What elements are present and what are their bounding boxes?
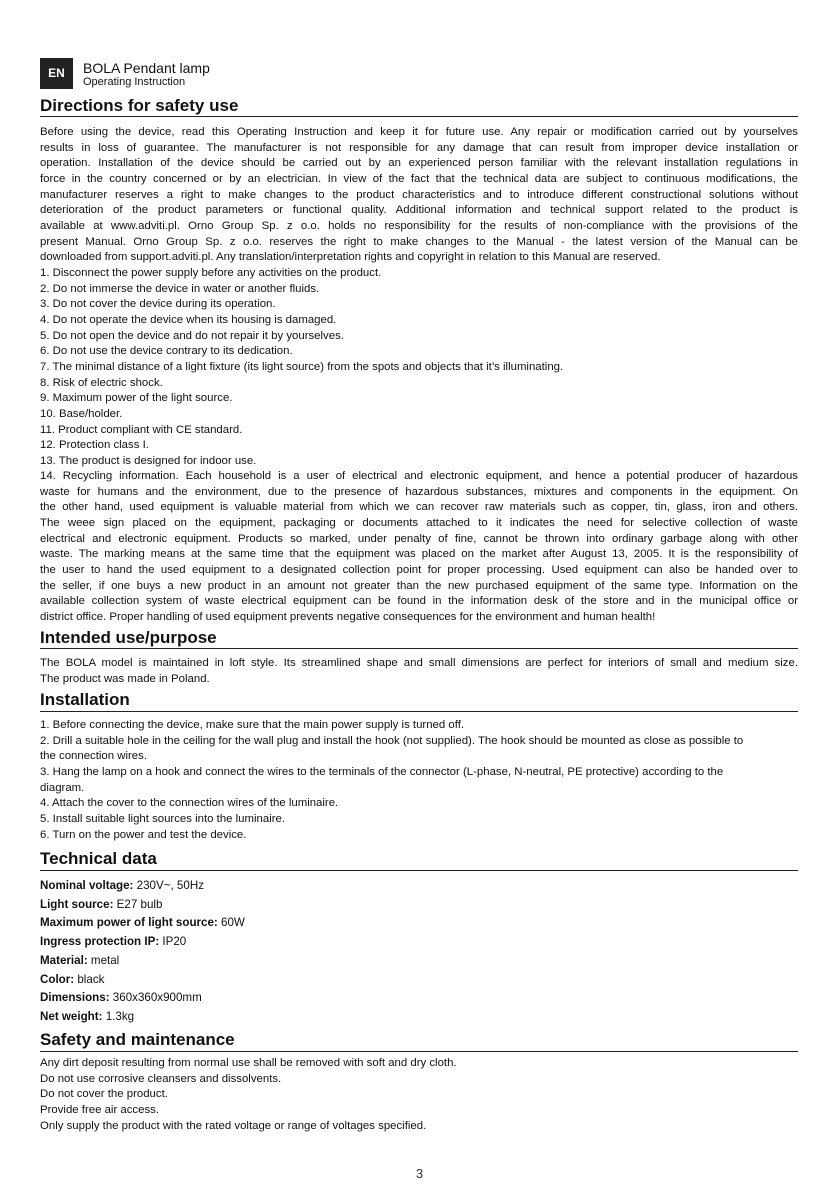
- page-number: 3: [415, 1166, 424, 1181]
- spec-label: Material:: [40, 953, 88, 967]
- spec-row: [40, 972, 104, 987]
- section-rule: [40, 870, 798, 871]
- spec-row: [40, 878, 204, 893]
- list-item: Any dirt deposit resulting from normal use shall be removed with soft and dry cloth.: [40, 1057, 457, 1069]
- list-item: 4. Do not operate the device when its housing is damaged.: [40, 313, 337, 326]
- section-title-safety: Directions for safety use: [40, 96, 239, 115]
- product-name: BOLA Pendant lamp: [83, 60, 210, 76]
- paragraph-line: the other hand, used equipment is valuable material from which we can recover raw materials such as copper, tin, glass, iron and others.: [40, 501, 798, 514]
- spec-value: 230V~, 50Hz: [133, 879, 204, 892]
- paragraph-line: available at www.adviti.pl. Orno Group Sp. z o.o. holds no responsibility for the results of non-compliance with the provisions of the: [40, 219, 798, 232]
- spec-label: Dimensions:: [40, 991, 110, 1005]
- list-item: 3. Do not cover the device during its operation.: [40, 298, 276, 311]
- paragraph-line: the seller, if one buys a new product in an amount not greater than the new purchased equipment of the same type. Information on the: [40, 579, 798, 592]
- section-title-intended-use: Intended use/purpose: [40, 628, 217, 647]
- list-item: Provide free air access.: [40, 1103, 160, 1116]
- paragraph-line: force in the country concerned or by an electrician. In view of the fact that the technical data are subject to continuous modifications, the: [40, 172, 798, 185]
- list-item: Do not cover the product.: [40, 1088, 168, 1101]
- section-rule: [40, 1051, 798, 1052]
- section-rule: [40, 711, 798, 712]
- list-item: 2. Drill a suitable hole in the ceiling for the wall plug and install the hook (not supplied). The hook should be mounted as close as possible to: [40, 734, 744, 747]
- section-rule: [40, 116, 798, 117]
- spec-value: 1.3kg: [102, 1009, 135, 1023]
- paragraph-line: results in loss of guarantee. The manufacturer is not responsible for any damage that can result from improper device installation or: [40, 141, 798, 154]
- list-item: 3. Hang the lamp on a hook and connect the wires to the terminals of the connector (L-phase, N-neutral, PE protective) according to the: [40, 765, 724, 778]
- spec-value: IP20: [159, 935, 187, 949]
- list-item: 1. Before connecting the device, make sure that the main power supply is turned off.: [40, 719, 465, 731]
- list-item: 8. Risk of electric shock.: [40, 376, 163, 389]
- paragraph-line: the user to hand the used equipment to a designated collection point for proper processing. Used equipment can also be handed over to: [40, 563, 798, 576]
- spec-label: Nominal voltage:: [40, 879, 134, 892]
- section-rule: [40, 648, 798, 649]
- list-item: 13. The product is designed for indoor use.: [40, 454, 257, 467]
- list-item: 4. Attach the cover to the connection wires of the luminaire.: [40, 797, 339, 810]
- paragraph-line: The product was made in Poland.: [40, 672, 210, 685]
- list-item: 9. Maximum power of the light source.: [40, 392, 233, 405]
- paragraph-line: Before using the device, read this Operating Instruction and keep it for future use. Any repair or modification carried out by yourselves: [40, 126, 798, 138]
- spec-value: metal: [87, 953, 120, 967]
- spec-row: [40, 915, 245, 930]
- list-item: 11. Product compliant with CE standard.: [40, 423, 243, 436]
- paragraph-line: The BOLA model is maintained in loft style. Its streamlined shape and small dimensions are perfect for interiors of small and medium size.: [40, 657, 798, 669]
- list-item: Do not use corrosive cleansers and dissolvents.: [40, 1072, 282, 1085]
- paragraph-line: manufacturer reserves a right to make changes to the product characteristics and to introduce different constructional solutions without: [40, 188, 798, 201]
- paragraph-line: waste. The marking means at the same time that the equipment was placed on the market after August 13, 2005. It is the responsibility of: [40, 548, 798, 561]
- paragraph-line: present Manual. Orno Group Sp. z o.o. reserves the right to make changes to the Manual - the latest version of the Manual can be: [40, 235, 798, 248]
- document-type: Operating Instruction: [83, 76, 186, 88]
- paragraph-line: operation. Installation of the device should be carried out by an experienced person familiar with the relevant installation regulations in: [40, 157, 798, 170]
- spec-value: 360x360x900mm: [109, 991, 202, 1005]
- spec-row: [40, 934, 186, 949]
- spec-label: Color:: [40, 972, 75, 986]
- paragraph-line: available collection system of waste electrical equipment can be found in the information desk of the store and in the municipal office or: [40, 595, 798, 608]
- spec-row: [40, 897, 162, 912]
- paragraph-line: deterioration of the product parameters or functional quality. Additional information and technical support related to the product is: [40, 204, 798, 217]
- paragraph-line: The weee sign placed on the equipment, packaging or documents attached to it indicates the need for selective collection of waste: [40, 516, 798, 529]
- list-item: 5. Install suitable light sources into the luminaire.: [40, 812, 286, 825]
- spec-label: Net weight:: [40, 1009, 103, 1023]
- spec-value: black: [74, 972, 105, 986]
- spec-row: [40, 990, 202, 1005]
- spec-row: [40, 953, 119, 968]
- list-item: 6. Do not use the device contrary to its dedication.: [40, 345, 293, 358]
- section-title-technical-data: Technical data: [40, 849, 157, 868]
- spec-label: Ingress protection IP:: [40, 935, 160, 949]
- paragraph-line: waste for humans and the environment, due to the presence of hazardous substances, mixtures and components in the equipment. On: [40, 485, 798, 498]
- section-title-maintenance: Safety and maintenance: [40, 1030, 235, 1049]
- paragraph-line: electrical and electronic equipment. Products so marked, under penalty of fine, cannot be thrown into ordinary garbage along with other: [40, 532, 798, 545]
- list-item: 2. Do not immerse the device in water or another fluids.: [40, 282, 320, 295]
- spec-row: [40, 1009, 134, 1024]
- list-item: 6. Turn on the power and test the device.: [40, 828, 247, 841]
- list-item: 12. Protection class I.: [40, 439, 149, 452]
- list-item: diagram.: [40, 781, 85, 794]
- list-item: 5. Do not open the device and do not repair it by yourselves.: [40, 329, 344, 342]
- list-item: 10. Base/holder.: [40, 407, 123, 420]
- list-item: the connection wires.: [40, 750, 148, 763]
- spec-value: 60W: [217, 916, 245, 930]
- spec-label: Light source:: [40, 897, 114, 911]
- paragraph-line: downloaded from support.adviti.pl. Any translation/interpretation rights and copyright in relation to this Manual are reserved.: [40, 251, 661, 264]
- paragraph-line: district office. Proper handling of used equipment prevents negative consequences for the environment and human health!: [40, 610, 656, 623]
- language-badge: EN: [40, 58, 73, 89]
- list-item: 7. The minimal distance of a light fixture (its light source) from the spots and objects that it’s illuminating.: [40, 360, 564, 373]
- list-item: 1. Disconnect the power supply before any activities on the product.: [40, 267, 382, 279]
- section-title-installation: Installation: [40, 690, 130, 709]
- paragraph-line: 14. Recycling information. Each household is a user of electrical and electronic equipment, and hence a potential producer of hazardous: [40, 470, 798, 482]
- spec-label: Maximum power of light source:: [40, 916, 218, 930]
- list-item: Only supply the product with the rated voltage or range of voltages specified.: [40, 1119, 427, 1132]
- spec-value: E27 bulb: [113, 897, 163, 911]
